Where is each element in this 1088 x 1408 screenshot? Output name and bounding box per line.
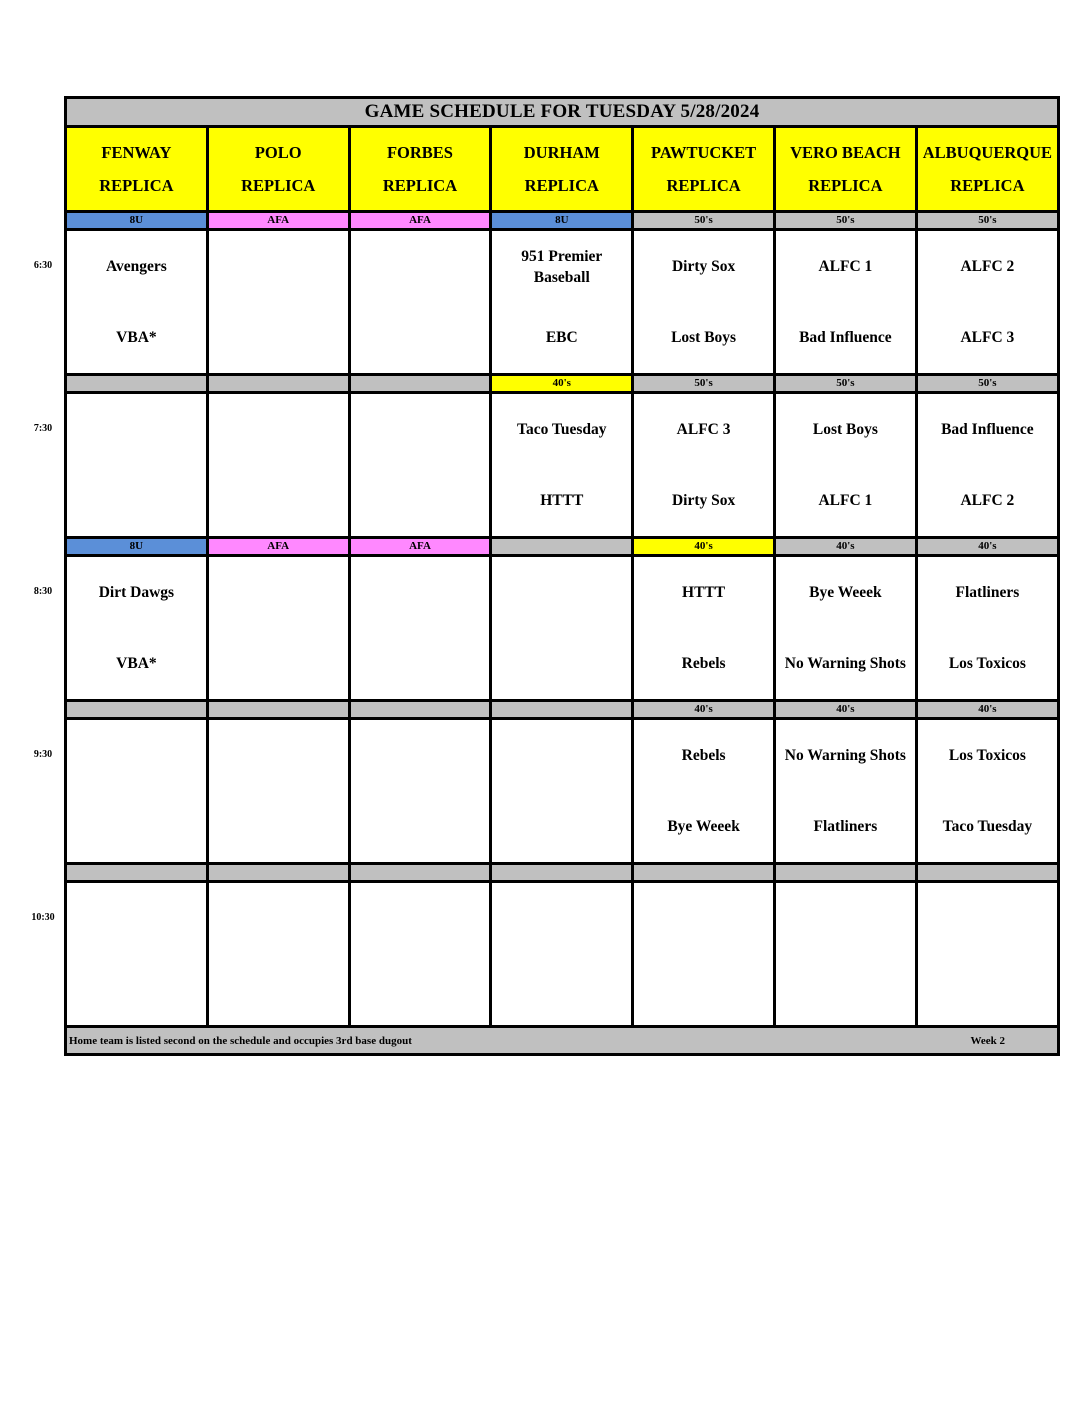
field-name: PAWTUCKET	[651, 143, 757, 162]
away-team: ALFC 3	[676, 421, 731, 438]
home-team	[418, 799, 422, 855]
field-name: DURHAM	[523, 143, 600, 162]
division-row	[66, 701, 1059, 719]
home-team	[418, 473, 422, 529]
game-cell	[633, 393, 775, 538]
away-team: Dirt Dawgs	[98, 584, 175, 601]
division-label	[207, 864, 349, 882]
home-team	[843, 962, 847, 1018]
division-label	[66, 864, 208, 882]
division-label	[491, 864, 633, 882]
game-cell	[916, 556, 1058, 701]
home-team	[560, 799, 564, 855]
away-team	[560, 565, 564, 621]
division-label: 40's	[916, 701, 1058, 719]
away-team: ALFC 1	[818, 258, 873, 275]
home-team	[418, 636, 422, 692]
division-label: 40's	[774, 701, 916, 719]
division-row	[66, 212, 1059, 230]
game-cell	[491, 556, 633, 701]
division-label: AFA	[349, 212, 491, 230]
away-team	[276, 565, 280, 621]
footer-cell	[66, 1027, 1059, 1055]
division-label: AFA	[349, 538, 491, 556]
game-cell	[349, 230, 491, 375]
division-label: 50's	[916, 212, 1058, 230]
field-name: FENWAY	[101, 143, 172, 162]
away-team	[843, 891, 847, 947]
field-subtitle: REPLICA	[950, 176, 1025, 195]
away-team: Dirty Sox	[671, 258, 736, 275]
home-team: No Warning Shots	[784, 655, 906, 672]
division-label	[66, 375, 208, 393]
game-cell	[774, 230, 916, 375]
game-cell	[349, 556, 491, 701]
division-label	[349, 864, 491, 882]
division-row	[66, 375, 1059, 393]
field-subtitle: REPLICA	[666, 176, 741, 195]
away-team	[560, 728, 564, 784]
home-team: VBA*	[116, 655, 157, 672]
division-label: 40's	[774, 538, 916, 556]
away-team	[560, 891, 564, 947]
field-name: POLO	[254, 143, 302, 162]
division-label: 40's	[633, 701, 775, 719]
division-label	[491, 701, 633, 719]
footer-row	[66, 1027, 1059, 1055]
division-label	[207, 701, 349, 719]
division-label	[491, 538, 633, 556]
home-team	[418, 310, 422, 366]
game-cell	[774, 719, 916, 864]
field-name: ALBUQUERQUE	[922, 143, 1053, 162]
away-team	[418, 402, 422, 458]
field-header	[916, 127, 1058, 212]
away-team	[418, 728, 422, 784]
home-team: Flatliners	[813, 818, 878, 835]
division-label	[66, 701, 208, 719]
field-header	[491, 127, 633, 212]
division-label: 40's	[633, 538, 775, 556]
division-label	[633, 864, 775, 882]
field-subtitle: REPLICA	[241, 176, 316, 195]
home-team	[276, 473, 280, 529]
game-row	[66, 719, 1059, 864]
field-header	[349, 127, 491, 212]
home-team: ALFC 2	[960, 492, 1015, 509]
away-team	[134, 402, 138, 458]
division-label: 50's	[774, 212, 916, 230]
game-cell	[774, 556, 916, 701]
away-team: Lost Boys	[812, 421, 878, 438]
field-header	[66, 127, 208, 212]
division-label: AFA	[207, 538, 349, 556]
away-team	[276, 402, 280, 458]
game-cell	[633, 719, 775, 864]
division-label: 50's	[633, 212, 775, 230]
division-label: 8U	[66, 538, 208, 556]
home-team	[134, 473, 138, 529]
game-cell	[66, 882, 208, 1027]
away-team: Flatliners	[955, 584, 1020, 601]
game-cell	[491, 719, 633, 864]
game-cell	[207, 393, 349, 538]
field-name: VERO BEACH	[790, 143, 901, 162]
game-row	[66, 393, 1059, 538]
division-label: AFA	[207, 212, 349, 230]
away-team: Bye Weeek	[809, 584, 882, 601]
time-label: 10:30	[31, 912, 55, 923]
game-cell	[66, 230, 208, 375]
division-label: 50's	[916, 375, 1058, 393]
division-label	[349, 701, 491, 719]
division-label: 50's	[633, 375, 775, 393]
game-cell	[916, 393, 1058, 538]
home-team	[560, 962, 564, 1018]
home-team: Bad Influence	[799, 329, 892, 346]
time-label: 7:30	[33, 423, 53, 434]
game-row	[66, 882, 1059, 1027]
away-team	[418, 565, 422, 621]
time-label: 6:30	[33, 260, 53, 271]
away-team	[276, 239, 280, 295]
home-team: Dirty Sox	[671, 492, 736, 509]
home-team	[134, 799, 138, 855]
division-label	[774, 864, 916, 882]
division-row	[66, 864, 1059, 882]
away-team: Rebels	[681, 747, 726, 764]
away-team: Taco Tuesday	[517, 421, 607, 438]
field-header-row	[66, 127, 1059, 212]
field-subtitle: REPLICA	[382, 176, 458, 195]
away-team: Los Toxicos	[948, 747, 1026, 764]
game-cell	[633, 882, 775, 1027]
week-label: Week 2	[970, 1034, 1005, 1047]
away-team	[134, 728, 138, 784]
game-cell	[916, 882, 1058, 1027]
home-team	[985, 962, 989, 1018]
home-team: ALFC 1	[818, 492, 873, 509]
division-label: 40's	[491, 375, 633, 393]
away-team	[134, 891, 138, 947]
home-team	[560, 636, 564, 692]
home-team	[702, 962, 706, 1018]
home-team	[276, 962, 280, 1018]
away-team: Avengers	[105, 258, 167, 275]
game-cell	[66, 556, 208, 701]
division-label: 8U	[66, 212, 208, 230]
game-cell	[349, 393, 491, 538]
home-team: Los Toxicos	[948, 655, 1026, 672]
game-cell	[491, 230, 633, 375]
division-label	[916, 864, 1058, 882]
game-cell	[633, 556, 775, 701]
home-team	[276, 799, 280, 855]
division-row	[66, 538, 1059, 556]
game-cell	[349, 882, 491, 1027]
field-subtitle: REPLICA	[524, 176, 599, 195]
footer-note: Home team is listed second on the schedule and occupies 3rd base dugout	[69, 1034, 412, 1047]
home-team	[276, 310, 280, 366]
home-team: Lost Boys	[671, 329, 737, 346]
game-cell	[207, 882, 349, 1027]
game-cell	[207, 719, 349, 864]
game-cell	[349, 719, 491, 864]
time-label: 8:30	[33, 586, 53, 597]
game-cell	[774, 393, 916, 538]
away-team	[418, 891, 422, 947]
schedule-title: GAME SCHEDULE FOR TUESDAY 5/28/2024	[66, 98, 1059, 127]
away-team: HTTT	[682, 584, 726, 601]
field-name: FORBES	[386, 143, 453, 162]
game-cell	[491, 393, 633, 538]
game-cell	[916, 719, 1058, 864]
game-cell	[916, 230, 1058, 375]
home-team: VBA*	[116, 329, 157, 346]
schedule-table	[64, 96, 1060, 1056]
game-cell	[491, 882, 633, 1027]
game-row	[66, 556, 1059, 701]
home-team	[134, 962, 138, 1018]
away-team: 951 Premier Baseball	[521, 247, 603, 286]
away-team: ALFC 2	[960, 258, 1015, 275]
away-team: Bad Influence	[941, 421, 1034, 438]
field-subtitle: REPLICA	[808, 176, 883, 195]
home-team: Taco Tuesday	[942, 818, 1033, 835]
game-row	[66, 230, 1059, 375]
field-header	[207, 127, 349, 212]
home-team: Rebels	[681, 655, 726, 672]
field-subtitle: REPLICA	[99, 176, 174, 195]
time-label: 9:30	[33, 749, 53, 760]
division-label: 8U	[491, 212, 633, 230]
away-team	[418, 239, 422, 295]
away-team	[276, 728, 280, 784]
home-team: EBC	[545, 329, 578, 346]
game-cell	[207, 230, 349, 375]
home-team: HTTT	[540, 492, 584, 509]
game-cell	[774, 882, 916, 1027]
home-team: Bye Weeek	[667, 818, 740, 835]
away-team: No Warning Shots	[784, 747, 906, 764]
game-cell	[66, 719, 208, 864]
home-team	[418, 962, 422, 1018]
away-team	[702, 891, 706, 947]
field-header	[633, 127, 775, 212]
away-team	[276, 891, 280, 947]
division-label	[207, 375, 349, 393]
division-label: 50's	[774, 375, 916, 393]
division-label	[349, 375, 491, 393]
division-label: 40's	[916, 538, 1058, 556]
game-cell	[66, 393, 208, 538]
home-team	[276, 636, 280, 692]
home-team: ALFC 3	[960, 329, 1015, 346]
field-header	[774, 127, 916, 212]
away-team	[985, 891, 989, 947]
game-cell	[633, 230, 775, 375]
game-cell	[207, 556, 349, 701]
